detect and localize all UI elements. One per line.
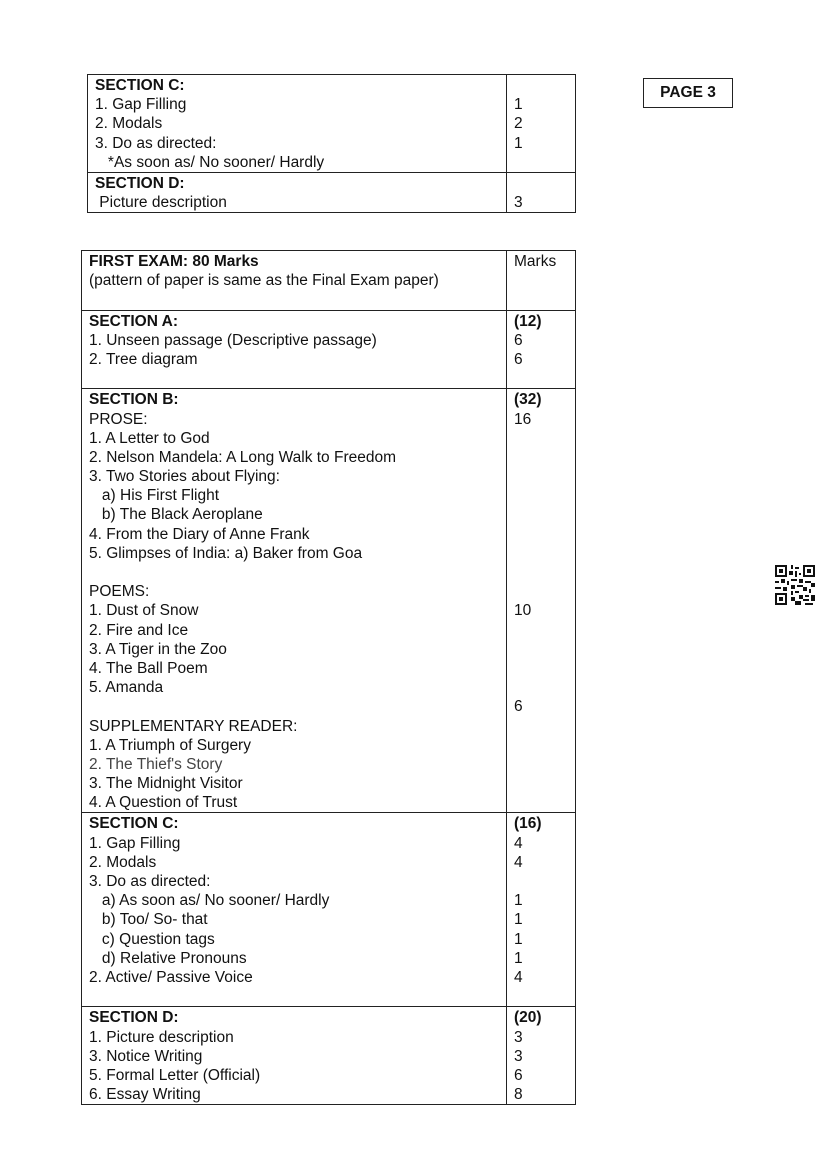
topic-line: SECTION D: (95, 174, 185, 192)
first-exam-table (81, 250, 576, 1105)
topic-line: d) Relative Pronouns (89, 949, 247, 967)
marks-value: (16) (514, 815, 542, 833)
marks-cell (507, 310, 576, 389)
marks-value: (20) (514, 1009, 542, 1027)
marks-value: 3 (514, 1028, 523, 1046)
topic-line: SECTION C: (95, 77, 185, 94)
page-number-label: PAGE 3 (643, 78, 733, 108)
topic-line (89, 290, 499, 309)
marks-cell (507, 389, 576, 813)
topic-line: 1. Gap Filling (95, 96, 187, 114)
marks-value: Marks (514, 253, 557, 270)
marks-value (514, 621, 568, 640)
marks-value: 4 (514, 968, 523, 986)
topic-line: 4. A Question of Trust (89, 794, 238, 812)
marks-value (514, 525, 568, 544)
topic-line: 1. Unseen passage (Descriptive passage) (89, 331, 377, 349)
marks-value (514, 563, 568, 582)
topic-line: 3. The Midnight Visitor (89, 775, 243, 793)
marks-value (514, 174, 568, 193)
syllabus-table-continued (87, 74, 576, 213)
topic-line: 5. Amanda (89, 679, 164, 697)
exam-table-row (82, 389, 576, 813)
topic-line: 1. Gap Filling (89, 834, 181, 852)
topic-cell (88, 75, 507, 173)
marks-value (514, 290, 568, 309)
marks-value (514, 774, 568, 793)
topic-line: Picture description (95, 194, 227, 212)
marks-cell (507, 813, 576, 1007)
top-table-row (88, 75, 576, 173)
marks-cell (507, 1007, 576, 1105)
exam-table-row (82, 251, 576, 311)
topic-line: 3. A Tiger in the Zoo (89, 640, 227, 658)
marks-value: 6 (514, 698, 523, 716)
topic-line: 6. Essay Writing (89, 1086, 201, 1104)
topic-line: (pattern of paper is same as the Final Exam paper) (89, 272, 439, 290)
topic-line: 2. Active/ Passive Voice (89, 968, 253, 986)
marks-value (514, 640, 568, 659)
marks-value: 1 (514, 949, 523, 967)
marks-value (514, 271, 568, 290)
topic-line: 3. Notice Writing (89, 1047, 203, 1065)
topic-line: SECTION B: (89, 391, 179, 409)
topic-line: 2. Modals (95, 115, 163, 133)
marks-value (514, 429, 568, 448)
topic-line: PROSE: (89, 410, 148, 428)
topic-line: 2. Tree diagram (89, 350, 198, 368)
marks-value (514, 755, 568, 774)
marks-value: 6 (514, 331, 523, 349)
topic-line: a) His First Flight (89, 487, 220, 505)
marks-value (514, 793, 568, 812)
marks-value (514, 872, 568, 891)
marks-value (514, 369, 568, 388)
topic-line: POEMS: (89, 583, 150, 601)
marks-value (514, 582, 568, 601)
exam-table-row (82, 1007, 576, 1105)
topic-line: 2. Modals (89, 853, 157, 871)
topic-line: 1. A Letter to God (89, 429, 210, 447)
marks-value: 10 (514, 602, 532, 620)
topic-line: a) As soon as/ No sooner/ Hardly (89, 892, 330, 910)
topic-line (89, 563, 499, 582)
marks-value (514, 153, 568, 172)
qr-code-icon (775, 565, 815, 605)
topic-line: b) The Black Aeroplane (89, 506, 263, 524)
topic-cell (82, 251, 507, 311)
marks-value (514, 76, 568, 95)
marks-value (514, 736, 568, 755)
marks-value: 1 (514, 911, 523, 929)
topic-line: 5. Glimpses of India: a) Baker from Goa (89, 544, 363, 562)
marks-value: 3 (514, 1047, 523, 1065)
marks-value (514, 448, 568, 467)
topic-line: SECTION D: (89, 1009, 179, 1027)
marks-value (514, 678, 568, 697)
topic-cell (88, 172, 507, 212)
exam-table-row (82, 310, 576, 389)
topic-line: 3. Do as directed: (89, 873, 211, 890)
marks-value: 1 (514, 134, 523, 152)
marks-value: 6 (514, 1066, 523, 1084)
topic-line: 5. Formal Letter (Official) (89, 1066, 261, 1084)
marks-value: 4 (514, 834, 523, 852)
topic-line: 2. Fire and Ice (89, 621, 189, 639)
topic-line: 1. Picture description (89, 1028, 234, 1046)
topic-line: c) Question tags (89, 930, 215, 948)
topic-line (89, 987, 499, 1006)
marks-value (514, 987, 568, 1006)
topic-cell (82, 1007, 507, 1105)
marks-value: 4 (514, 853, 523, 871)
topic-line: 2. The Thief's Story (89, 755, 223, 773)
marks-value (514, 717, 568, 736)
topic-cell (82, 310, 507, 389)
topic-line (89, 697, 499, 716)
marks-value: 6 (514, 350, 523, 368)
topic-line: b) Too/ So- that (89, 911, 208, 929)
marks-cell (507, 251, 576, 311)
topic-line: SECTION C: (89, 815, 179, 833)
marks-value: 1 (514, 96, 523, 114)
top-table-row (88, 172, 576, 212)
topic-line: 1. A Triumph of Surgery (89, 736, 251, 754)
marks-value: (32) (514, 391, 542, 409)
topic-cell (82, 813, 507, 1007)
topic-line: 2. Nelson Mandela: A Long Walk to Freedom (89, 448, 397, 466)
marks-value: 1 (514, 930, 523, 948)
topic-cell (82, 389, 507, 813)
marks-value: 16 (514, 410, 532, 428)
topic-line: 4. The Ball Poem (89, 659, 208, 677)
topic-line: SECTION A: (89, 312, 178, 330)
topic-line (89, 369, 499, 388)
topic-line: 4. From the Diary of Anne Frank (89, 525, 310, 543)
marks-value (514, 467, 568, 486)
topic-line: 1. Dust of Snow (89, 602, 199, 620)
topic-line: *As soon as/ No sooner/ Hardly (95, 153, 325, 171)
marks-value: 1 (514, 892, 523, 910)
topic-line: 3. Do as directed: (95, 134, 217, 152)
marks-value: 8 (514, 1086, 523, 1104)
marks-value: 2 (514, 115, 523, 133)
marks-value (514, 486, 568, 505)
topic-line: SUPPLEMENTARY READER: (89, 717, 298, 735)
marks-value (514, 659, 568, 678)
marks-value (514, 505, 568, 524)
topic-line: 3. Two Stories about Flying: (89, 468, 280, 486)
exam-table-row (82, 813, 576, 1007)
marks-value (514, 544, 568, 563)
marks-cell (507, 172, 576, 212)
topic-line: FIRST EXAM: 80 Marks (89, 253, 259, 270)
marks-value: (12) (514, 312, 542, 330)
marks-cell (507, 75, 576, 173)
marks-value: 3 (514, 194, 523, 212)
